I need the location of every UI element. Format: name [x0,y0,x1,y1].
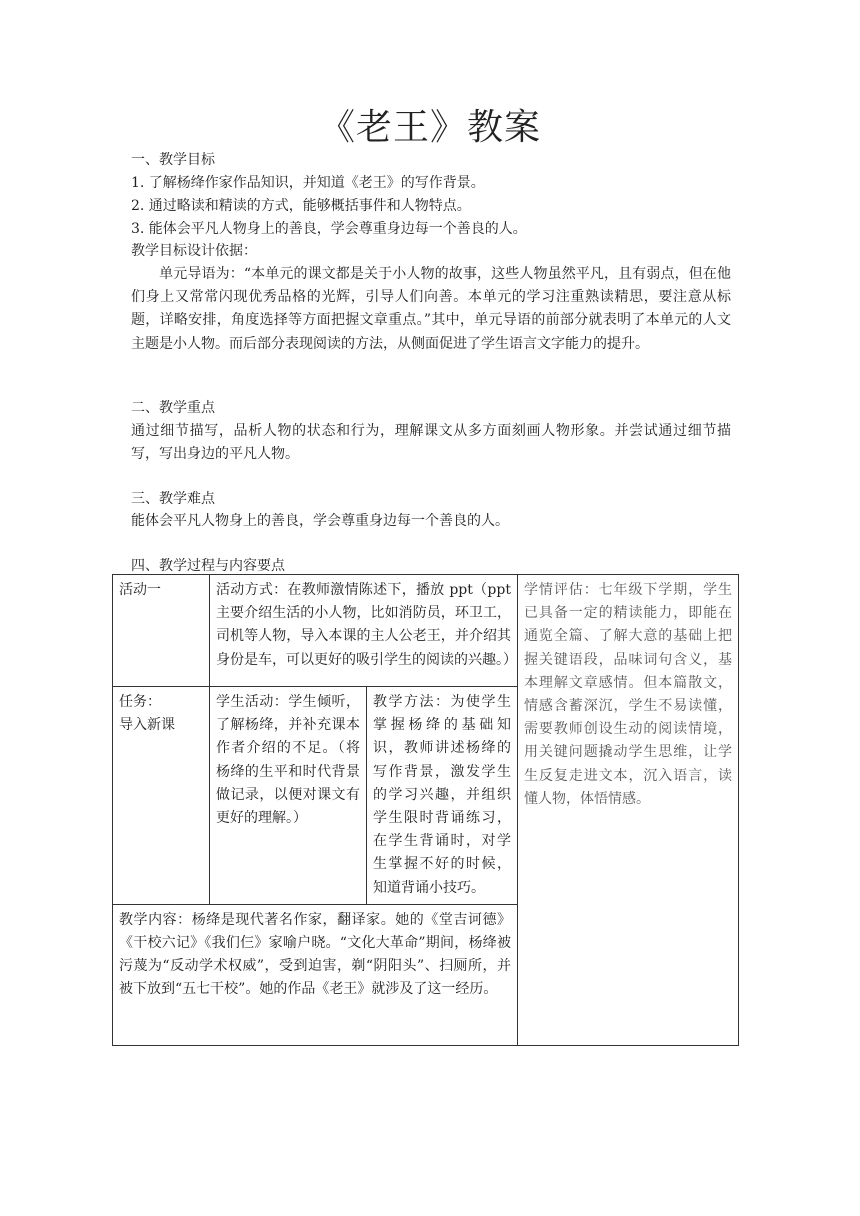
activity-label-cell: 活动一 [113,575,210,687]
key-points-paragraph: 通过细节描写，品析人物的状态和行为，理解课文从多方面刻画人物形象。并尝试通过细节描写，写出身边的平凡人物。 [131,423,731,463]
activity-method-cell: 活动方式：在教师激情陈述下，播放 ppt（ppt 主要介绍生活的小人物，比如消防员，环卫工，司机等人物，导入本课的主人公老王，并介绍其身份是车，可以更好的吸引学生的阅读的兴趣。） [210,575,518,687]
difficulties-paragraph: 能体会平凡人物身上的善良，学会尊重身边每一个善良的人。 [131,513,509,529]
document-title: 《老王》教案 [318,107,541,148]
teaching-method-cell: 教学方法：为使学生掌握杨绛的基础知识，教师讲述杨绛的写作背景，激发学生的学习兴趣，并组织学生限时背诵练习，在学生背诵时，对学生掌握不好的时候，知道背诵小技巧。 [367,687,518,905]
section-heading-difficulties: 三、教学难点 [131,491,215,507]
section-heading-goals: 一、教学目标 [131,152,215,168]
goal-item-1: 1. 了解杨绛作家作品知识，并知道《老王》的写作背景。 [131,175,485,191]
table-row [113,575,739,687]
basis-heading: 教学目标设计依据： [131,243,257,259]
content-cell: 教学内容：杨绛是现代著名作家，翻译家。她的《堂吉诃德》《干校六记》《我们仨》家喻户晓。“文化大革命”期间，杨绛被污蔑为“反动学术权威”，受到迫害，剃“阴阳头”、扫厕所，并被下放到“五七干校”。她的作品《老王》就涉及了这一经历。 [113,904,518,1045]
basis-paragraph [131,263,731,356]
task-label: 任务： [119,694,161,710]
task-name: 导入新课 [119,717,175,734]
evaluation-cell: 学情评估：七年级下学期，学生已具备一定的精读能力，即能在通览全篇、了解大意的基础上把握关键语段，品味词句含义，基本理解文章感情。但本篇散文，情感含蓄深沉，学生不易读懂，需要教师创设生动的阅读情境，用关键问题撬动学生思维，让学生反复走进文本，沉入语言，读懂人物，体悟情感。 [518,575,739,1046]
student-activity-cell: 学生活动：学生倾听，了解杨绛，并补充课本作者介绍的不足。（将杨绛的生平和时代背景做记录，以便对课文有更好的理解。） [210,687,367,905]
basis-text: 单元导语为：“本单元的课文都是关于小人物的故事，这些人物虽然平凡，且有弱点，但在他们身上又常常闪现优秀品格的光辉，引导人们向善。本单元的学习注重熟读精思，要注意从标题，详略安排，角度选择等方面把握文章重点。”其中，单元导语的前部分就表明了本单元的人文主题是小人物。而后部分表现阅读的方法，从侧面促进了学生语言文字能力的提升。 [131,266,731,352]
section-heading-process: 四、教学过程与内容要点 [131,558,285,574]
goal-item-2: 2. 通过略读和精读的方式，能够概括事件和人物特点。 [131,198,471,214]
lesson-plan-table [112,574,739,1046]
goal-item-3: 3. 能体会平凡人物身上的善良，学会尊重身边每一个善良的人。 [131,221,527,237]
task-cell [113,687,210,905]
section-heading-key-points: 二、教学重点 [131,400,215,416]
